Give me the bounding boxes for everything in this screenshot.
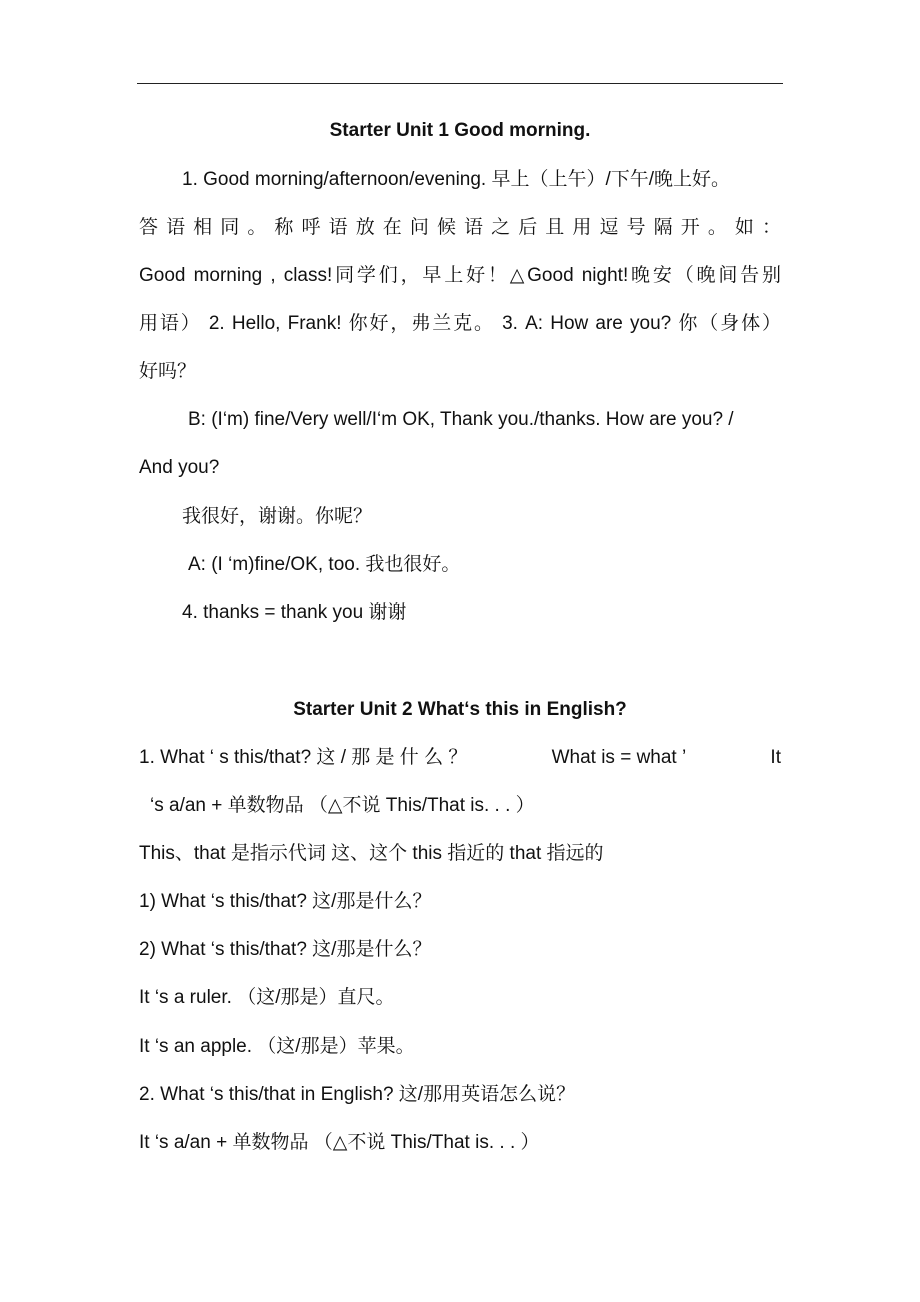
unit1-answer-b-line1: B: (I‘m) fine/Very well/I‘m OK, Thank you./thanks. How are you? / xyxy=(188,409,734,430)
unit2-demonstratives-note: This、that 是指示代词 这、这个 this 指近的 that 指远的 xyxy=(139,843,604,864)
unit1-point1-line2: 答语相同。称呼语放在问候语之后且用逗号隔开。如： xyxy=(139,217,781,238)
unit2-point1-contraction: What is = what ’ xyxy=(551,747,687,768)
unit1-answer-b-line2: And you? xyxy=(139,457,220,478)
unit1-point1-line3: Good morning , class!同学们，早上好！△Good night!晚安（晚间告别 xyxy=(139,265,781,286)
unit1-point1-line1: 1. Good morning/afternoon/evening. 早上（上午）/下午/晚上好。 xyxy=(182,169,731,190)
unit1-answer-a: A: (I ‘m)fine/OK, too. 我也很好。 xyxy=(188,554,461,575)
unit1-answer-b-chinese: 我很好，谢谢。你呢？ xyxy=(182,506,373,527)
unit1-point4: 4. thanks = thank you 谢谢 xyxy=(182,602,407,623)
unit2-item2: 2) What ‘s this/that? 这/那是什么？ xyxy=(139,939,432,960)
unit2-point1-question: 1. What ‘ s this/that? 这 / 那 是 什 么 ？ xyxy=(139,747,468,768)
unit2-title: Starter Unit 2 What‘s this in English? xyxy=(293,699,627,720)
unit2-point1-it: It xyxy=(770,747,781,768)
unit2-item1: 1) What ‘s this/that? 这/那是什么？ xyxy=(139,891,432,912)
unit2-apple-answer: It ‘s an apple. （这/那是）苹果。 xyxy=(139,1036,415,1057)
unit1-point1-line4: 用语） 2. Hello, Frank! 你好，弗兰克。 3. A: How are you? 你（身体） xyxy=(139,313,781,334)
unit2-point2-answer: It ‘s a/an + 单数物品 （△不说 This/That is. . . ） xyxy=(139,1132,540,1153)
unit2-point1-line2: ‘s a/an + 单数物品 （△不说 This/That is. . . ） xyxy=(150,795,535,816)
unit2-point1-line1 xyxy=(139,745,781,771)
unit2-point2: 2. What ‘s this/that in English? 这/那用英语怎么说？ xyxy=(139,1084,576,1105)
unit2-ruler-answer: It ‘s a ruler. （这/那是）直尺。 xyxy=(139,987,395,1008)
unit1-title: Starter Unit 1 Good morning. xyxy=(329,120,591,141)
unit1-point1-line5: 好吗？ xyxy=(139,361,197,382)
header-rule xyxy=(137,83,783,84)
